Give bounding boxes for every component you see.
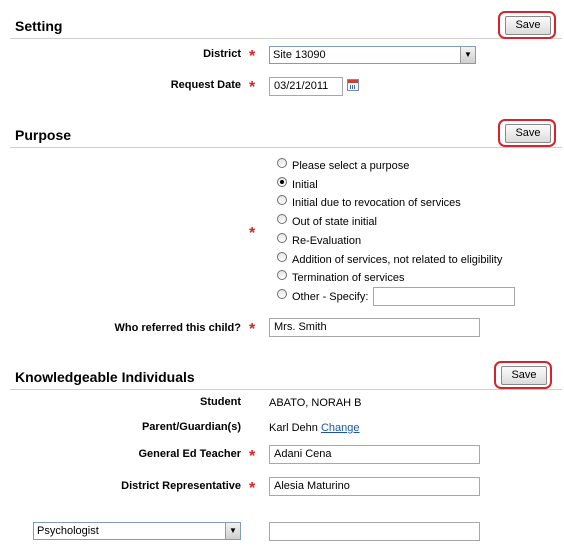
teacher-label: General Ed Teacher xyxy=(138,448,241,460)
change-parent-link[interactable]: Change xyxy=(320,422,360,434)
save-button-individuals[interactable]: Save xyxy=(501,366,547,385)
calendar-icon[interactable] xyxy=(347,79,359,91)
section-title-individuals: Knowledgeable Individuals xyxy=(15,369,195,385)
request-date-input[interactable]: 03/21/2011 xyxy=(269,77,343,96)
referred-input[interactable]: Mrs. Smith xyxy=(269,318,480,337)
role-select[interactable] xyxy=(33,522,241,540)
required-indicator: * xyxy=(249,448,256,465)
purpose-option-label: Out of state initial xyxy=(292,216,377,228)
purpose-option-label: Initial xyxy=(292,179,318,191)
required-indicator: * xyxy=(249,48,256,65)
purpose-option-label: Other - Specify: xyxy=(292,291,369,303)
required-indicator: * xyxy=(249,321,256,338)
save-highlight xyxy=(494,361,552,389)
student-value: ABATO, NORAH B xyxy=(269,397,362,409)
purpose-option-label: Please select a purpose xyxy=(292,160,410,172)
purpose-radio-termination[interactable] xyxy=(277,270,287,280)
rep-input[interactable]: Alesia Maturino xyxy=(269,477,480,496)
purpose-radio-initial[interactable] xyxy=(277,177,287,187)
referred-label: Who referred this child? xyxy=(114,322,241,334)
purpose-option-label: Addition of services, not related to eligibility xyxy=(292,254,503,266)
rep-label: District Representative xyxy=(121,480,241,492)
chevron-down-icon[interactable]: ▼ xyxy=(460,47,475,63)
required-indicator: * xyxy=(249,79,256,96)
purpose-radio-addition[interactable] xyxy=(277,252,287,262)
section-divider xyxy=(10,38,562,39)
other-specify-input[interactable] xyxy=(373,287,515,306)
purpose-radio-reevaluation[interactable] xyxy=(277,233,287,243)
parent-value xyxy=(269,422,360,434)
district-select[interactable] xyxy=(269,46,476,64)
purpose-radio-out-of-state[interactable] xyxy=(277,214,287,224)
save-highlight xyxy=(498,11,556,39)
section-title-setting: Setting xyxy=(15,18,63,34)
required-indicator: * xyxy=(249,480,256,497)
role-select-value: Psychologist xyxy=(37,525,99,537)
teacher-input[interactable]: Adani Cena xyxy=(269,445,480,464)
save-highlight xyxy=(498,119,556,147)
chevron-down-icon[interactable]: ▼ xyxy=(225,523,240,539)
purpose-option-label: Re-Evaluation xyxy=(292,235,362,247)
purpose-radio-other[interactable] xyxy=(277,289,287,299)
section-divider xyxy=(10,389,562,390)
parent-name: Karl Dehn xyxy=(269,422,318,434)
purpose-radio-revocation[interactable] xyxy=(277,195,287,205)
purpose-radio-select[interactable] xyxy=(277,158,287,168)
district-label: District xyxy=(203,48,241,60)
request-date-label: Request Date xyxy=(170,79,241,91)
purpose-option-label: Initial due to revocation of services xyxy=(292,197,461,209)
section-title-purpose: Purpose xyxy=(15,127,72,143)
role-name-input[interactable] xyxy=(269,522,480,541)
purpose-option-label: Termination of services xyxy=(292,272,405,284)
section-divider xyxy=(10,147,562,148)
student-label: Student xyxy=(200,396,241,408)
save-button-setting[interactable]: Save xyxy=(505,16,551,35)
required-indicator: * xyxy=(249,225,256,242)
save-button-purpose[interactable]: Save xyxy=(505,124,551,143)
parent-label: Parent/Guardian(s) xyxy=(141,421,241,433)
district-select-value: Site 13090 xyxy=(273,49,326,61)
